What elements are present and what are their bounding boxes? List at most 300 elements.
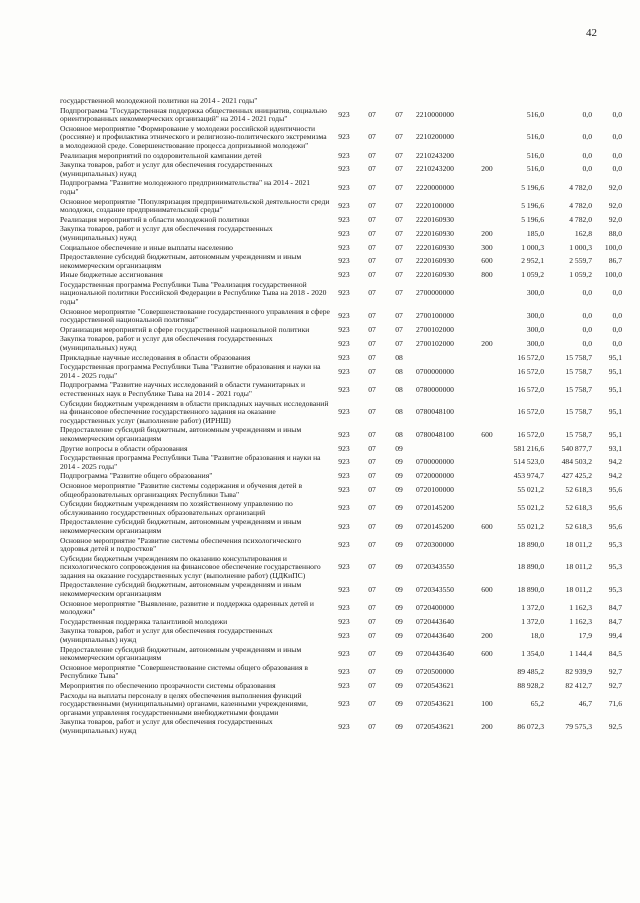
row-percent: 95,1 — [608, 366, 622, 376]
row-fact-amount: 18 011,2 — [565, 584, 592, 594]
row-section: 07 — [368, 200, 376, 210]
row-plan-amount: 1 059,2 — [521, 270, 544, 280]
row-subsection: 07 — [395, 310, 403, 320]
row-plan-amount: 89 485,2 — [517, 667, 544, 677]
row-fact-amount: 15 758,7 — [565, 352, 592, 362]
row-name: Основное мероприятие "Выявление, развитие и поддержка одаренных детей и молодежи" — [60, 598, 314, 617]
row-target-article: 0720100000 — [416, 485, 454, 495]
row-plan-amount: 5 196,6 — [521, 182, 544, 192]
row-target-article: 0720543621 — [416, 681, 454, 690]
row-fact-amount: 0,0 — [582, 132, 592, 142]
row-grbs: 923 — [338, 182, 350, 192]
row-fact-amount: 52 618,3 — [565, 485, 592, 495]
row-expense-type — [478, 125, 496, 152]
row-expense-type — [478, 281, 496, 308]
row-percent: 95,6 — [608, 503, 622, 513]
row-fact-amount: 17,9 — [578, 630, 592, 640]
row-fact-amount: 52 618,3 — [565, 521, 592, 531]
row-name: Закупка товаров, работ и услуг для обеспечения государственных (муниципальных) нужд — [60, 224, 273, 242]
row-plan-amount: 1 372,0 — [521, 616, 544, 626]
row-subsection: 09 — [395, 485, 403, 495]
row-subsection: 09 — [395, 667, 403, 677]
row-name: Основное мероприятие "Развитие системы содержания и обучения детей в общеобразовательных организациях Республики Тыва" — [60, 480, 303, 499]
row-expense-type: 200 — [481, 721, 493, 731]
row-fact-amount: 427 425,2 — [561, 471, 592, 481]
row-expense-type: 600 — [481, 256, 493, 266]
row-percent: 92,5 — [608, 721, 622, 731]
row-plan-amount: 18 890,0 — [517, 584, 544, 594]
row-expense-type — [478, 618, 496, 628]
row-section: 07 — [368, 521, 376, 531]
row-plan-amount: 55 021,2 — [517, 485, 544, 495]
row-fact-amount: 15 758,7 — [565, 407, 592, 417]
row-section: 07 — [368, 214, 376, 224]
row-target-article: 2220160930 — [416, 256, 454, 266]
table-row — [60, 308, 622, 326]
row-grbs: 923 — [338, 667, 350, 677]
row-subsection: 07 — [395, 242, 403, 252]
row-expense-type — [478, 107, 496, 125]
row-fact-amount: 1 162,3 — [569, 616, 592, 626]
table-row — [60, 400, 622, 427]
row-plan-amount: 300,0 — [526, 338, 544, 348]
row-expense-type — [478, 308, 496, 326]
table-row — [60, 363, 622, 381]
row-name: Государственная программа Республики Тыва "Развитие образования и науки на 2014 - 2025 годы" — [60, 453, 321, 471]
row-grbs: 923 — [338, 503, 350, 513]
row-grbs: 923 — [338, 457, 350, 467]
row-section: 07 — [368, 182, 376, 192]
row-percent: 0,0 — [612, 324, 622, 334]
row-target-article: 2220160930 — [416, 242, 454, 252]
row-grbs: 923 — [338, 214, 350, 224]
row-subsection: 07 — [395, 182, 403, 192]
row-percent — [592, 97, 622, 107]
row-expense-type — [478, 363, 496, 381]
row-expense-type: 600 — [481, 648, 493, 658]
row-grbs: 923 — [338, 681, 350, 690]
row-grbs: 923 — [338, 471, 350, 481]
row-fact-amount: 1 000,3 — [569, 242, 592, 252]
row-grbs: 923 — [338, 485, 350, 495]
row-subsection: 09 — [395, 602, 403, 612]
row-expense-type: 600 — [481, 521, 493, 531]
row-target-article: 2210243200 — [416, 150, 454, 160]
row-target-article: 2220160930 — [416, 228, 454, 238]
row-plan-amount: 16 572,0 — [517, 407, 544, 417]
table-row — [60, 179, 622, 197]
row-grbs: 923 — [338, 228, 350, 238]
row-plan-amount: 88 928,2 — [517, 681, 544, 690]
row-subsection: 08 — [395, 366, 403, 376]
row-name: Основное мероприятие "Популяризация предпринимательской деятельности среди молодежи, создание предпринимательской среды" — [60, 196, 330, 215]
row-section: 07 — [368, 648, 376, 658]
row-fact-amount: 2 559,7 — [569, 256, 592, 266]
row-subsection: 09 — [395, 648, 403, 658]
row-percent: 95,6 — [608, 521, 622, 531]
row-subsection — [386, 97, 412, 107]
row-subsection: 07 — [395, 256, 403, 266]
row-percent: 94,2 — [608, 471, 622, 481]
row-section: 07 — [368, 503, 376, 513]
row-percent: 92,0 — [608, 182, 622, 192]
row-fact-amount: 1 059,2 — [569, 270, 592, 280]
row-percent: 88,0 — [608, 228, 622, 238]
row-section: 07 — [368, 667, 376, 677]
row-fact-amount: 18 011,2 — [565, 539, 592, 549]
row-target-article — [412, 97, 478, 107]
row-section: 07 — [368, 150, 376, 160]
row-plan-amount: 300,0 — [526, 288, 544, 298]
row-target-article: 2700102000 — [416, 324, 454, 334]
row-section: 07 — [368, 288, 376, 298]
row-percent: 92,0 — [608, 200, 622, 210]
row-target-article: 0720145200 — [416, 521, 454, 531]
row-section: 07 — [368, 443, 376, 453]
row-grbs: 923 — [338, 242, 350, 252]
row-target-article: 2700100000 — [416, 310, 454, 320]
row-section: 07 — [368, 457, 376, 467]
row-section: 07 — [368, 721, 376, 731]
row-fact-amount: 540 877,7 — [561, 443, 592, 453]
row-expense-type — [478, 600, 496, 618]
row-section: 07 — [368, 681, 376, 690]
row-plan-amount: 18 890,0 — [517, 562, 544, 572]
row-percent: 92,7 — [608, 667, 622, 677]
row-name: Реализация мероприятий в области молодежной политики — [60, 214, 249, 224]
row-expense-type: 600 — [481, 429, 493, 439]
row-plan-amount: 5 196,6 — [521, 200, 544, 210]
row-plan-amount — [496, 97, 544, 107]
row-section: 07 — [368, 630, 376, 640]
row-name: Закупка товаров, работ и услуг для обеспечения государственных (муниципальных) нужд — [60, 160, 273, 178]
row-plan-amount: 300,0 — [526, 310, 544, 320]
row-target-article: 0700000000 — [416, 457, 454, 467]
row-target-article: 2220000000 — [416, 182, 454, 192]
row-plan-amount: 16 572,0 — [517, 429, 544, 439]
row-subsection: 08 — [395, 384, 403, 394]
row-target-article: 0720145200 — [416, 503, 454, 513]
row-name: Реализация мероприятий по оздоровительной кампании детей — [60, 150, 262, 160]
row-section: 07 — [368, 310, 376, 320]
row-fact-amount: 0,0 — [582, 310, 592, 320]
row-subsection: 09 — [395, 443, 403, 453]
row-plan-amount: 516,0 — [526, 164, 544, 174]
row-section: 07 — [368, 429, 376, 439]
row-fact-amount: 52 618,3 — [565, 503, 592, 513]
table-row — [60, 125, 622, 152]
row-section: 07 — [368, 584, 376, 594]
row-target-article — [412, 354, 478, 364]
row-expense-type — [478, 500, 496, 518]
row-percent: 71,6 — [608, 699, 622, 709]
table-row — [60, 718, 622, 736]
row-expense-type: 100 — [481, 699, 493, 709]
row-target-article: 0720500000 — [416, 667, 454, 677]
row-grbs: 923 — [338, 366, 350, 376]
row-section: 07 — [368, 485, 376, 495]
row-target-article: 0780048100 — [416, 429, 454, 439]
row-expense-type: 200 — [481, 164, 493, 174]
row-plan-amount: 5 196,6 — [521, 214, 544, 224]
row-name: Подпрограмма "Развитие молодежного предпринимательства" на 2014 - 2021 годы" — [60, 178, 311, 196]
row-plan-amount: 16 572,0 — [517, 352, 544, 362]
row-plan-amount: 1 000,3 — [521, 242, 544, 252]
row-percent: 84,5 — [608, 648, 622, 658]
row-section: 07 — [368, 270, 376, 280]
table-row — [60, 335, 622, 353]
row-grbs: 923 — [338, 310, 350, 320]
row-percent: 95,3 — [608, 584, 622, 594]
row-percent: 100,0 — [604, 242, 622, 252]
row-grbs: 923 — [338, 338, 350, 348]
row-grbs: 923 — [338, 200, 350, 210]
row-expense-type: 600 — [481, 584, 493, 594]
row-grbs: 923 — [338, 602, 350, 612]
row-name: Субсидии бюджетным учреждениям в области прикладных научных исследований на финансовое обеспечение государственного задания на оказание государственных услуг (выполнение работ) (ИРНШ) — [60, 398, 329, 425]
row-target-article: 0720543621 — [416, 699, 454, 709]
row-grbs: 923 — [338, 384, 350, 394]
row-expense-type — [478, 537, 496, 555]
row-target-article: 0720343550 — [416, 562, 454, 572]
table-row — [60, 646, 622, 664]
table-row — [60, 581, 622, 599]
row-name: Социальное обеспечение и иные выплаты населению — [60, 242, 233, 252]
row-name: Государственная поддержка талантливой молодежи — [60, 616, 228, 626]
row-target-article — [412, 445, 478, 455]
row-section: 07 — [368, 562, 376, 572]
row-plan-amount: 16 572,0 — [517, 384, 544, 394]
row-percent: 94,2 — [608, 457, 622, 467]
row-subsection: 08 — [395, 352, 403, 362]
row-percent: 0,0 — [612, 132, 622, 142]
row-section: 07 — [368, 616, 376, 626]
row-section: 07 — [368, 366, 376, 376]
table-row — [60, 281, 622, 308]
row-expense-type — [478, 216, 496, 226]
row-plan-amount: 453 974,7 — [513, 471, 544, 481]
row-plan-amount: 516,0 — [526, 109, 544, 119]
row-percent: 0,0 — [612, 310, 622, 320]
row-fact-amount: 0,0 — [582, 164, 592, 174]
row-subsection: 09 — [395, 584, 403, 594]
table-row — [60, 664, 622, 682]
row-target-article: 0720400000 — [416, 602, 454, 612]
row-grbs: 923 — [338, 270, 350, 280]
row-grbs: 923 — [338, 164, 350, 174]
row-name: Подпрограмма "Развитие общего образования" — [60, 471, 213, 481]
row-subsection: 09 — [395, 699, 403, 709]
row-percent: 95,3 — [608, 562, 622, 572]
row-plan-amount: 516,0 — [526, 150, 544, 160]
row-subsection: 07 — [395, 164, 403, 174]
row-expense-type: 200 — [481, 630, 493, 640]
row-section: 07 — [368, 471, 376, 481]
row-target-article: 0720443640 — [416, 648, 454, 658]
row-name: Предоставление субсидий бюджетным, автономным учреждениям и иным некоммерческим организациям — [60, 425, 302, 443]
table-row — [60, 537, 622, 555]
row-fact-amount: 162,8 — [574, 228, 592, 238]
row-name: Основное мероприятие "Совершенствование системы общего образования в Республике Тыва" — [60, 662, 308, 681]
row-grbs: 923 — [338, 443, 350, 453]
row-grbs: 923 — [338, 521, 350, 531]
table-row — [60, 426, 622, 444]
row-expense-type: 800 — [481, 270, 493, 280]
row-target-article: 0720000000 — [416, 471, 454, 481]
row-expense-type — [478, 682, 496, 692]
row-target-article: 0720543621 — [416, 721, 454, 731]
row-fact-amount: 46,7 — [578, 699, 592, 709]
row-expense-type — [478, 152, 496, 162]
row-name: Государственная программа Республики Тыва "Развитие образования и науки на 2014 - 2025 годы" — [60, 362, 321, 380]
row-percent: 92,7 — [608, 681, 622, 690]
row-subsection: 07 — [395, 150, 403, 160]
row-expense-type — [478, 664, 496, 682]
row-subsection: 09 — [395, 721, 403, 731]
row-target-article: 0780048100 — [416, 407, 454, 417]
row-plan-amount: 185,0 — [526, 228, 544, 238]
row-plan-amount: 55 021,2 — [517, 503, 544, 513]
row-percent: 84,7 — [608, 616, 622, 626]
row-plan-amount: 18 890,0 — [517, 539, 544, 549]
row-section — [358, 97, 386, 107]
row-grbs — [330, 97, 358, 107]
table-row — [60, 500, 622, 518]
row-plan-amount: 55 021,2 — [517, 521, 544, 531]
row-percent: 0,0 — [612, 109, 622, 119]
row-section: 07 — [368, 602, 376, 612]
row-name: Подпрограмма "Развитие научных исследований в области гуманитарных и естественных наук в Республике Тыва на 2014 - 2021 годы" — [60, 380, 306, 398]
row-plan-amount: 86 072,3 — [517, 721, 544, 731]
table-row — [60, 600, 622, 618]
row-name: Предоставление субсидий бюджетным, автономным учреждениям и иным некоммерческим организациям — [60, 252, 302, 270]
row-target-article: 0700000000 — [416, 366, 454, 376]
row-name: Иные бюджетные ассигнования — [60, 270, 163, 280]
row-fact-amount: 4 782,0 — [569, 182, 592, 192]
row-plan-amount: 1 354,0 — [521, 648, 544, 658]
row-target-article: 2210000000 — [416, 109, 454, 119]
table-row — [60, 482, 622, 500]
row-subsection: 07 — [395, 214, 403, 224]
row-expense-type — [478, 326, 496, 336]
row-target-article: 2210200000 — [416, 132, 454, 142]
row-percent: 0,0 — [612, 150, 622, 160]
row-section: 07 — [368, 242, 376, 252]
row-grbs: 923 — [338, 721, 350, 731]
row-name: Предоставление субсидий бюджетным, автономным учреждениям и иным некоммерческим организациям — [60, 644, 302, 663]
row-fact-amount: 0,0 — [582, 324, 592, 334]
row-grbs: 923 — [338, 352, 350, 362]
table-row — [60, 627, 622, 645]
table-row — [60, 555, 622, 582]
row-percent: 95,6 — [608, 485, 622, 495]
row-grbs: 923 — [338, 630, 350, 640]
row-name: Государственная программа Республики Тыва "Реализация государственной национальной политики Российской Федерации в Республике Тыва на 2018 - 2020 годы" — [60, 279, 327, 307]
row-target-article: 2700102000 — [416, 338, 454, 348]
row-fact-amount: 0,0 — [582, 109, 592, 119]
row-plan-amount: 16 572,0 — [517, 366, 544, 376]
row-subsection: 07 — [395, 132, 403, 142]
row-name: Другие вопросы в области образования — [60, 443, 188, 453]
row-expense-type: 200 — [481, 338, 493, 348]
row-name: Закупка товаров, работ и услуг для обеспечения государственных (муниципальных) нужд — [60, 334, 273, 353]
row-grbs: 923 — [338, 562, 350, 572]
row-plan-amount: 65,2 — [530, 699, 544, 709]
row-subsection: 07 — [395, 228, 403, 238]
row-name: Основное мероприятие "Развитие системы обеспечения психологического здоровья детей и подростков" — [60, 535, 302, 554]
row-name: Закупка товаров, работ и услуг для обеспечения государственных (муниципальных) нужд — [60, 626, 273, 645]
row-expense-type — [478, 179, 496, 197]
row-section: 07 — [368, 256, 376, 266]
row-fact-amount: 18 011,2 — [565, 562, 592, 572]
row-percent: 93,1 — [608, 443, 622, 453]
row-grbs: 923 — [338, 539, 350, 549]
row-section: 07 — [368, 699, 376, 709]
row-name: Основное мероприятие "Совершенствование государственного управления в сфере государственной национальной политики" — [60, 306, 330, 325]
row-subsection: 07 — [395, 270, 403, 280]
row-name: Мероприятия по обеспечению прозрачности системы образования — [60, 681, 276, 690]
row-plan-amount: 581 216,6 — [513, 443, 544, 453]
table-row — [60, 253, 622, 271]
row-subsection: 07 — [395, 200, 403, 210]
row-section: 07 — [368, 539, 376, 549]
row-grbs: 923 — [338, 407, 350, 417]
row-subsection: 09 — [395, 681, 403, 690]
row-name: Основное мероприятие "Формирование у молодежи российской идентичности (россияне) и профилактика этнического и религиозно-политического экстремизма в молодежной среде. Совершенствование процесса допризывной молодежи" — [60, 123, 327, 150]
row-percent: 92,0 — [608, 214, 622, 224]
row-grbs: 923 — [338, 288, 350, 298]
row-fact-amount: 15 758,7 — [565, 384, 592, 394]
row-section: 07 — [368, 228, 376, 238]
row-name: Расходы на выплаты персоналу в целях обеспечения выполнения функций государственными (муниципальными) органами, казенными учреждениями, органами управления государственными внебюджетными фондами — [60, 690, 308, 717]
row-subsection: 09 — [395, 562, 403, 572]
row-percent: 95,3 — [608, 539, 622, 549]
table-row — [60, 225, 622, 243]
row-subsection: 07 — [395, 288, 403, 298]
row-percent: 95,1 — [608, 352, 622, 362]
row-target-article: 2220100000 — [416, 200, 454, 210]
row-fact-amount: 15 758,7 — [565, 366, 592, 376]
row-fact-amount: 484 503,2 — [561, 457, 592, 467]
row-fact-amount: 4 782,0 — [569, 200, 592, 210]
row-percent: 95,1 — [608, 429, 622, 439]
row-fact-amount: 79 575,3 — [565, 721, 592, 731]
row-grbs: 923 — [338, 324, 350, 334]
row-grbs: 923 — [338, 699, 350, 709]
row-percent: 100,0 — [604, 270, 622, 280]
row-subsection: 07 — [395, 338, 403, 348]
row-name: Закупка товаров, работ и услуг для обеспечения государственных (муниципальных) нужд — [60, 717, 273, 735]
row-section: 07 — [368, 407, 376, 417]
row-expense-type — [478, 354, 496, 364]
row-percent: 95,1 — [608, 407, 622, 417]
row-subsection: 09 — [395, 616, 403, 626]
row-plan-amount: 516,0 — [526, 132, 544, 142]
row-expense-type — [478, 482, 496, 500]
row-subsection: 07 — [395, 109, 403, 119]
row-percent: 84,7 — [608, 602, 622, 612]
row-section: 07 — [368, 324, 376, 334]
row-target-article: 0720300000 — [416, 539, 454, 549]
row-expense-type: 200 — [481, 228, 493, 238]
row-plan-amount: 1 372,0 — [521, 602, 544, 612]
row-grbs: 923 — [338, 429, 350, 439]
row-expense-type: 300 — [481, 242, 493, 252]
table-row — [60, 381, 622, 399]
row-grbs: 923 — [338, 584, 350, 594]
row-subsection: 09 — [395, 539, 403, 549]
row-expense-type — [478, 381, 496, 399]
